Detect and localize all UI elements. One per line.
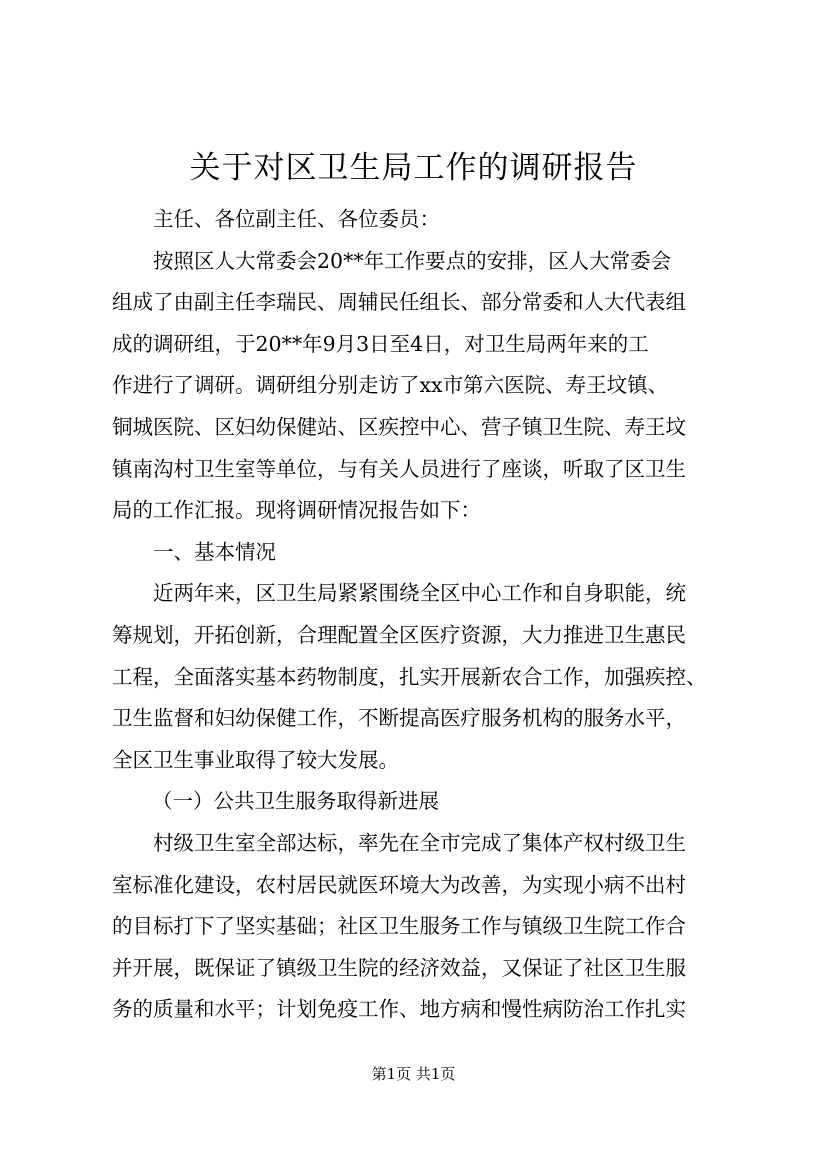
paragraph-line: 局的工作汇报。现将调研情况报告如下： [112,498,481,523]
paragraph-line: 近两年来，区卫生局紧紧围绕全区中心工作和自身职能，统 [153,581,686,606]
salutation-line: 主任、各位副主任、各位委员： [153,207,440,231]
paragraph-line: 并开展，既保证了镇级卫生院的经济效益，又保证了社区卫生服 [112,955,686,980]
paragraph-line: 全区卫生事业取得了较大发展。 [112,747,399,772]
paragraph-line: 卫生监督和妇幼保健工作，不断提高医疗服务机构的服务水平， [112,706,686,731]
paragraph-line: 工程，全面落实基本药物制度，扎实开展新农合工作，加强疾控、 [112,664,707,689]
subsection-heading: （一）公共卫生服务取得新进展 [152,789,439,814]
section-heading: 一、基本情况 [153,539,276,564]
paragraph-line: 成的调研组，于20**年9月3日至4日，对卫生局两年来的工 [112,331,649,356]
paragraph-line: 务的质量和水平；计划免疫工作、地方病和慢性病防治工作扎实 [112,997,686,1022]
document-body [112,199,732,1031]
paragraph-line: 铜城医院、区妇幼保健站、区疾控中心、营子镇卫生院、寿王坟 [112,414,686,439]
paragraph-line: 的目标打下了坚实基础；社区卫生服务工作与镇级卫生院工作合 [112,914,686,939]
paragraph-line: 室标准化建设，农村居民就医环境大为改善，为实现小病不出村 [112,872,686,897]
paragraph-line: 镇南沟村卫生室等单位，与有关人员进行了座谈，听取了区卫生 [112,456,686,481]
paragraph-line: 作进行了调研。调研组分别走访了xx市第六医院、寿王坟镇、 [112,373,669,398]
paragraph-line: 按照区人大常委会20**年工作要点的安排，区人大常委会 [153,248,672,273]
document-title: 关于对区卫生局工作的调研报告 [189,150,638,186]
paragraph-line: 村级卫生室全部达标，率先在全市完成了集体产权村级卫生 [153,830,686,855]
page-footer: 第1页 共1页 [371,1065,456,1083]
paragraph-line: 筹规划，开拓创新，合理配置全区医疗资源，大力推进卫生惠民 [112,622,686,647]
paragraph-line: 组成了由副主任李瑞民、周辅民任组长、部分常委和人大代表组 [112,290,686,315]
